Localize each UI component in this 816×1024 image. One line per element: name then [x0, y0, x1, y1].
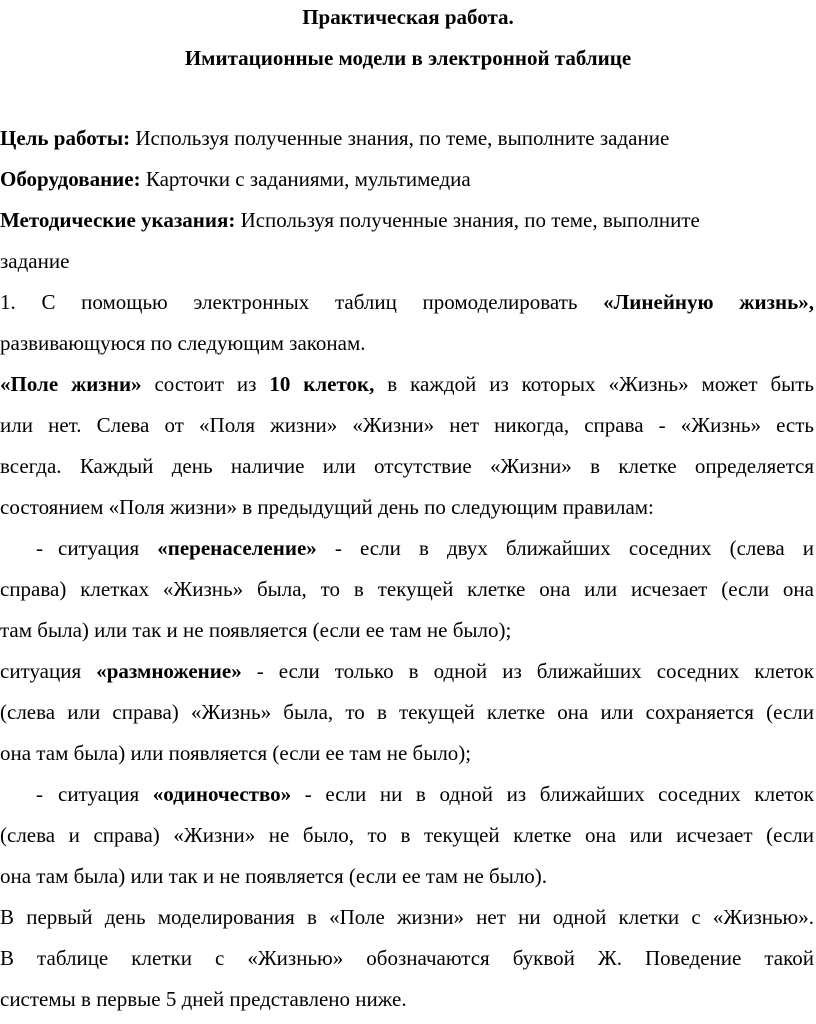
- closing-line-3: системы в первые 5 дней представлено ниже.: [0, 987, 407, 1011]
- rule3-term: «одиночество»: [152, 782, 292, 806]
- task1-line-1: [0, 290, 814, 314]
- field-text-a: состоит из: [141, 372, 270, 396]
- rule2-line-3: она там была) или появляется (если ее там не было);: [0, 741, 472, 765]
- field-line-4: состоянием «Поля жизни» в предыдущий день по следующим правилам:: [0, 495, 654, 519]
- closing-line-1: В первый день моделирования в «Поле жизни» нет ни одной клетки с «Жизнью».: [0, 905, 814, 929]
- task1-line-2: развивающуюся по следующим законам.: [0, 331, 366, 355]
- rule3-text-a: ситуация: [58, 782, 153, 806]
- rule1-line-1: [36, 536, 814, 560]
- method-label: Методические указания:: [0, 208, 236, 232]
- rule3-line-3: она там была) или так и не появляется (если ее там не было).: [0, 864, 548, 888]
- rule1-text-a: ситуация: [58, 536, 158, 560]
- field-text-b: в каждой из которых «Жизнь» может быть: [374, 372, 815, 396]
- rule2-line-1: [0, 659, 814, 683]
- rule3-line-2: (слева и справа) «Жизни» не было, то в текущей клетке она или исчезает (если: [0, 823, 814, 847]
- equipment-line: [0, 167, 814, 191]
- page-subtitle: Имитационные модели в электронной таблице: [184, 46, 632, 70]
- rule1-line-3: там была) или так и не появляется (если ее там не было);: [0, 618, 512, 642]
- task1-emphasis: «Линейную жизнь»,: [603, 290, 814, 314]
- method-line: [0, 208, 814, 232]
- rule1-text-b: - если в двух ближайших соседних (слева и: [316, 536, 814, 560]
- goal-label: Цель работы:: [0, 126, 131, 150]
- rule3-line-1: [36, 782, 814, 806]
- equipment-label: Оборудование:: [0, 167, 141, 191]
- field-line-1: [0, 372, 814, 396]
- rule1-line-2: справа) клетках «Жизнь» была, то в текущей клетке она или исчезает (если она: [0, 577, 814, 601]
- rule2-text-b: - если только в одной из ближайших соседних клеток: [241, 659, 814, 683]
- method-line-2: задание: [0, 249, 70, 273]
- equipment-text: Карточки с заданиями, мультимедиа: [140, 167, 471, 191]
- method-text: Используя полученные знания, по теме, выполните: [235, 208, 700, 232]
- rule2-term: «размножение»: [96, 659, 242, 683]
- rule2-line-2: (слева или справа) «Жизнь» была, то в текущей клетке она или сохраняется (если: [0, 700, 814, 724]
- rule1-dash: -: [36, 536, 43, 560]
- closing-line-2: В таблице клетки с «Жизнью» обозначаются буквой Ж. Поведение такой: [0, 946, 814, 970]
- field-line-3: всегда. Каждый день наличие или отсутствие «Жизни» в клетке определяется: [0, 454, 814, 478]
- page-title: Практическая работа.: [302, 5, 514, 29]
- task1-text: 1. С помощью электронных таблиц промоделировать: [0, 290, 604, 314]
- goal-line: [0, 126, 814, 150]
- rule3-text-b: - если ни в одной из ближайших соседних клеток: [291, 782, 815, 806]
- rule3-dash: -: [36, 782, 43, 806]
- rule2-text-a: ситуация: [0, 659, 97, 683]
- field-term: «Поле жизни»: [0, 372, 142, 396]
- field-line-2: или нет. Слева от «Поля жизни» «Жизни» нет никогда, справа - «Жизнь» есть: [0, 413, 814, 437]
- field-cells: 10 клеток,: [269, 372, 375, 396]
- goal-text: Используя полученные знания, по теме, выполните задание: [130, 126, 670, 150]
- rule1-term: «перенаселение»: [157, 536, 317, 560]
